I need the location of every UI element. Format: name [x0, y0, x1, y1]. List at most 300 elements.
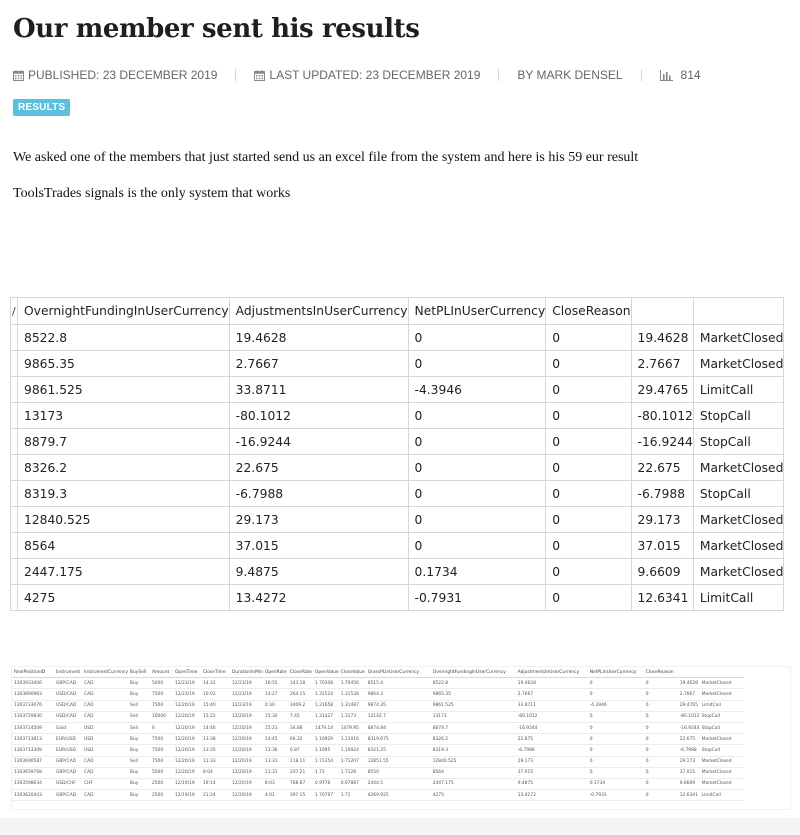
table-cell: USD/CHF	[54, 778, 82, 789]
table-cell: 12/20/19	[230, 745, 263, 756]
table-row	[11, 377, 784, 403]
table-cell: 12/20/19	[173, 734, 201, 745]
table-cell: MarketClosed	[693, 559, 784, 585]
hits-value: 814	[680, 68, 701, 82]
table-cell: 12/20/19	[173, 745, 201, 756]
table-cell: 0.1734	[588, 778, 644, 789]
table-cell: MarketClosed	[693, 533, 784, 559]
table-cell: StopCall	[693, 481, 784, 507]
table-cell: StopCall	[693, 429, 784, 455]
column-header: InstrumentCurrency	[82, 667, 128, 678]
table-cell: -16.9244	[631, 429, 693, 455]
table-cell: 0:30	[263, 700, 288, 711]
table-cell: 0	[644, 689, 678, 700]
table-cell: 15:22	[201, 711, 230, 722]
column-header: OpenRate	[263, 667, 288, 678]
table-cell: LimitCall	[693, 377, 784, 403]
table-cell: 8321.25	[366, 745, 431, 756]
table-cell: 29.173	[631, 507, 693, 533]
table-cell: 14:27	[263, 689, 288, 700]
table-cell: 19:14	[201, 778, 230, 789]
table-cell: CAD	[82, 767, 128, 778]
table-cell: 12/20/19	[230, 734, 263, 745]
table-cell: CAD	[82, 790, 128, 801]
table-cell: 0	[546, 585, 631, 611]
table-cell: 9861.525	[431, 700, 516, 711]
table-cell: 2500	[150, 778, 173, 789]
table-cell: 1303713309	[12, 745, 54, 756]
table-cell: USD/CAD	[54, 689, 82, 700]
table-cell: Sell	[128, 722, 150, 733]
table-cell: 13:38	[201, 734, 230, 745]
article-meta	[13, 66, 701, 84]
table-cell: 22.675	[631, 455, 693, 481]
table-cell: 1303933406	[12, 678, 54, 689]
table-cell: 13142.7	[366, 711, 431, 722]
table-cell: CAD	[82, 711, 128, 722]
updated-label: LAST UPDATED: 23 DECEMBER 2019	[269, 68, 481, 82]
table-cell: 2447.175	[18, 559, 230, 585]
table-cell: LimitCall	[700, 790, 744, 801]
table-cell: 15:21	[263, 722, 288, 733]
table-cell: 12/23/19	[230, 700, 263, 711]
article-title: Our member sent his results	[13, 14, 420, 44]
table-cell: 19.4628	[516, 678, 588, 689]
table-cell: 1.1095	[313, 745, 339, 756]
column-header: BuySell	[128, 667, 150, 678]
table-cell: 0	[546, 507, 631, 533]
table-cell: 8522.8	[18, 325, 230, 351]
table-cell: 9865.35	[18, 351, 230, 377]
table-cell: 8879.7	[18, 429, 230, 455]
clipped-column-edge	[11, 325, 18, 351]
table-cell: 0	[546, 559, 631, 585]
table-cell: MarketClosed	[693, 351, 784, 377]
table-cell: 0	[644, 734, 678, 745]
table-cell: 37.015	[678, 767, 700, 778]
table-cell: 0	[644, 767, 678, 778]
table-cell: 207.21	[288, 767, 313, 778]
table-cell: Buy	[128, 734, 150, 745]
table-cell: CAD	[82, 756, 128, 767]
page-bottom-edge	[0, 818, 800, 835]
table-cell: 0	[588, 678, 644, 689]
table-cell: 0	[588, 711, 644, 722]
table-cell: 29.173	[678, 756, 700, 767]
table-cell: 264.15	[288, 689, 313, 700]
clipped-column-edge	[11, 507, 18, 533]
published-date	[13, 68, 217, 82]
column-header	[693, 298, 784, 325]
table-cell: Buy	[128, 678, 150, 689]
table-cell: 4:01	[263, 790, 288, 801]
table-cell: Buy	[128, 778, 150, 789]
clipped-column-edge	[11, 559, 18, 585]
column-header: DurationInMin	[230, 667, 263, 678]
clipped-column-edge: /	[11, 298, 18, 325]
column-header: AdjustmentsInUserCurrency	[229, 298, 408, 325]
column-header: AdjustmentsInUserCurrency	[516, 667, 588, 678]
table-cell: 0	[408, 481, 546, 507]
table-header-row	[12, 667, 744, 678]
table-cell: 8319.3	[18, 481, 230, 507]
table-cell: 0	[644, 778, 678, 789]
article-paragraph: ToolsTrades signals is the only system that works	[13, 186, 291, 201]
table-cell: 12/20/19	[173, 767, 201, 778]
table-cell: 5000	[150, 678, 173, 689]
table-cell: StopCall	[700, 711, 744, 722]
table-cell: 0	[588, 722, 644, 733]
table-cell: 12/20/19	[230, 767, 263, 778]
table-cell: 0.9778	[313, 778, 339, 789]
table-cell: 2.7667	[678, 689, 700, 700]
table-cell: 8564	[18, 533, 230, 559]
table-cell: 12/23/19	[173, 689, 201, 700]
column-header: OvernightFundingInUserCurrency	[18, 298, 230, 325]
table-row	[12, 689, 744, 700]
table-cell: GBP/CAD	[54, 767, 82, 778]
table-row	[12, 756, 744, 767]
table-cell: 22.675	[516, 734, 588, 745]
table-cell: 11:31	[263, 767, 288, 778]
table-cell: 2500	[150, 790, 173, 801]
table-cell: 0	[546, 377, 631, 403]
table-cell: CAD	[82, 689, 128, 700]
table-cell: Sell	[128, 700, 150, 711]
table-cell: 1303598634	[12, 778, 54, 789]
table-cell: Buy	[128, 767, 150, 778]
table-cell: 8:04	[201, 767, 230, 778]
table-cell: 14:46	[201, 722, 230, 733]
article-paragraph: We asked one of the members that just started send us an excel file from the system and here is his 59 eur result	[13, 150, 639, 165]
table-cell: CHF	[82, 778, 128, 789]
table-cell: 8319.675	[366, 734, 431, 745]
table-cell: -0.7931	[408, 585, 546, 611]
column-header: OpenValue	[313, 667, 339, 678]
table-cell: -80.1012	[631, 403, 693, 429]
table-cell: EUR/USD	[54, 745, 82, 756]
table-cell: 12851.55	[366, 756, 431, 767]
table-cell: 12/20/19	[230, 790, 263, 801]
table-cell: 1.31538	[339, 689, 366, 700]
table-cell: 9.6609	[631, 559, 693, 585]
column-header: RealPositionID	[12, 667, 54, 678]
table-cell: 8522.8	[431, 678, 516, 689]
table-cell: 0.87	[288, 745, 313, 756]
table-cell: 8874.84	[366, 722, 431, 733]
table-cell: -80.1012	[516, 711, 588, 722]
full-results-table	[12, 667, 744, 801]
table-cell: 2.7667	[516, 689, 588, 700]
table-cell: 1303733076	[12, 700, 54, 711]
table-cell: 4275	[431, 790, 516, 801]
table-cell: 1.31658	[313, 700, 339, 711]
table-cell: 0	[588, 734, 644, 745]
table-cell: MarketClosed	[693, 507, 784, 533]
meta-divider	[498, 69, 499, 81]
column-header: CloseTime	[201, 667, 230, 678]
table-cell: 2444.5	[366, 778, 431, 789]
table-cell: 0	[588, 767, 644, 778]
table-cell: -6.7988	[678, 745, 700, 756]
table-cell: 7500	[150, 700, 173, 711]
table-row	[12, 700, 744, 711]
table-cell: 12.6341	[678, 790, 700, 801]
table-cell: 7500	[150, 745, 173, 756]
table-cell: 0	[644, 722, 678, 733]
table-cell: 0	[408, 403, 546, 429]
table-row	[11, 533, 784, 559]
meta-divider	[641, 69, 642, 81]
zoomed-results-table	[10, 297, 784, 611]
published-label: PUBLISHED: 23 DECEMBER 2019	[28, 68, 218, 82]
table-row	[11, 507, 784, 533]
table-cell: 0	[408, 533, 546, 559]
table-cell: 1.10924	[339, 745, 366, 756]
table-cell: 0	[408, 507, 546, 533]
table-row	[11, 403, 784, 429]
table-cell: 12/20/19	[173, 756, 201, 767]
table-cell: 1.70308	[313, 678, 339, 689]
table-cell: 12/20/19	[173, 700, 201, 711]
table-row	[11, 351, 784, 377]
table-cell: 1.70797	[313, 790, 339, 801]
calendar-icon	[254, 70, 265, 81]
table-cell: 29.173	[516, 756, 588, 767]
table-cell: 12/20/19	[173, 722, 201, 733]
table-cell: 0	[546, 455, 631, 481]
table-cell: 13173	[18, 403, 230, 429]
table-cell: 1.71	[313, 767, 339, 778]
table-cell: 2.7667	[631, 351, 693, 377]
table-row	[11, 481, 784, 507]
table-cell: -0.7931	[588, 790, 644, 801]
table-cell: 1303659768	[12, 767, 54, 778]
table-cell: 9861.525	[18, 377, 230, 403]
table-row	[12, 678, 744, 689]
table-cell: -16.9244	[229, 429, 408, 455]
hits-count	[660, 68, 701, 82]
table-cell: 768.87	[288, 778, 313, 789]
table-cell: 6	[150, 722, 173, 733]
table-cell: 1.11016	[339, 734, 366, 745]
table-cell: 12/23/19	[173, 678, 201, 689]
table-cell: StopCall	[700, 745, 744, 756]
column-header: CloseReason	[644, 667, 678, 678]
table-cell: 1303890963	[12, 689, 54, 700]
table-row	[11, 559, 784, 585]
table-cell: 19.4628	[678, 678, 700, 689]
table-cell: -80.1012	[229, 403, 408, 429]
table-cell: 29.173	[229, 507, 408, 533]
table-cell: 2.7667	[229, 351, 408, 377]
table-cell: 12/19/19	[173, 778, 201, 789]
table-cell: 1479.95	[339, 722, 366, 733]
table-cell: 0	[588, 689, 644, 700]
table-cell: 37.015	[516, 767, 588, 778]
table-cell: 16:55	[263, 678, 288, 689]
table-row	[12, 767, 744, 778]
table-cell: USD	[82, 745, 128, 756]
table-cell: CAD	[82, 700, 128, 711]
table-cell: 9864.3	[366, 689, 431, 700]
table-cell: 0	[644, 745, 678, 756]
table-cell: -6.7988	[516, 745, 588, 756]
table-cell: 8:03	[263, 778, 288, 789]
clipped-column-edge	[11, 351, 18, 377]
table-cell: -4.3946	[408, 377, 546, 403]
table-cell: MarketClosed	[700, 756, 744, 767]
table-cell: 5000	[150, 767, 173, 778]
table-cell: 9874.35	[366, 700, 431, 711]
table-cell: MarketClosed	[700, 734, 744, 745]
table-row	[12, 722, 744, 733]
table-cell: 1.31487	[339, 700, 366, 711]
table-cell: MarketClosed	[700, 689, 744, 700]
table-cell: 29.4765	[678, 700, 700, 711]
table-cell: 143.18	[288, 678, 313, 689]
table-row	[12, 711, 744, 722]
clipped-column-edge	[11, 429, 18, 455]
category-badge[interactable]: RESULTS	[13, 99, 70, 116]
table-cell: 8550	[366, 767, 431, 778]
table-cell: 0	[546, 351, 631, 377]
table-cell: 15:40	[201, 700, 230, 711]
table-cell: 9.6609	[678, 778, 700, 789]
table-cell: 21:24	[201, 790, 230, 801]
table-row	[11, 429, 784, 455]
table-row	[12, 778, 744, 789]
table-cell: 1.10929	[313, 734, 339, 745]
table-cell: Sell	[128, 756, 150, 767]
table-cell: 33.8711	[516, 700, 588, 711]
table-cell: MarketClosed	[700, 678, 744, 689]
table-cell: 1.71	[339, 790, 366, 801]
zoomed-results-screenshot	[10, 297, 784, 613]
table-cell: USD	[82, 734, 128, 745]
table-cell: 15:30	[263, 711, 288, 722]
table-row	[12, 734, 744, 745]
table-cell: 118.11	[288, 756, 313, 767]
full-results-screenshot	[11, 666, 791, 810]
table-cell: 1.7128	[339, 767, 366, 778]
table-cell: 4275	[18, 585, 230, 611]
table-cell: MarketClosed	[700, 767, 744, 778]
table-cell: EUR/USD	[54, 734, 82, 745]
table-cell: Buy	[128, 745, 150, 756]
clipped-column-edge	[11, 403, 18, 429]
table-cell: 0	[546, 429, 631, 455]
table-cell: 0	[546, 533, 631, 559]
clipped-column-edge	[11, 585, 18, 611]
column-header: Instrument	[54, 667, 82, 678]
table-cell: 8879.7	[431, 722, 516, 733]
table-cell: 12/20/19	[173, 711, 201, 722]
table-cell: 33.8711	[229, 377, 408, 403]
table-cell: 1.3173	[339, 711, 366, 722]
table-cell: 34.88	[288, 722, 313, 733]
table-cell: 1.31524	[313, 689, 339, 700]
clipped-column-edge	[11, 455, 18, 481]
column-header: GrossPLInUserCurrency	[366, 667, 431, 678]
table-cell: 0.97887	[339, 778, 366, 789]
table-cell: 10000	[150, 711, 173, 722]
column-header: NetPLInUserCurrency	[588, 667, 644, 678]
table-row	[11, 585, 784, 611]
column-header	[631, 298, 693, 325]
table-cell: 14:32	[201, 678, 230, 689]
table-cell: 12.6341	[631, 585, 693, 611]
table-row	[12, 745, 744, 756]
table-cell: MarketClosed	[693, 325, 784, 351]
table-cell: 10:02	[201, 689, 230, 700]
table-row	[12, 790, 744, 801]
table-cell: 12/19/19	[173, 790, 201, 801]
table-cell: 0	[644, 678, 678, 689]
table-cell: 0	[546, 481, 631, 507]
table-cell: 1.71354	[313, 756, 339, 767]
table-cell: 9.4875	[229, 559, 408, 585]
table-cell: StopCall	[700, 722, 744, 733]
table-cell: 12/20/19	[230, 756, 263, 767]
table-cell: 8319.3	[431, 745, 516, 756]
table-cell: 7500	[150, 734, 173, 745]
table-cell: 1303620443	[12, 790, 54, 801]
table-cell: 1479.14	[313, 722, 339, 733]
table-cell: 22.675	[678, 734, 700, 745]
clipped-column-edge	[11, 377, 18, 403]
table-cell: 14:45	[263, 734, 288, 745]
table-cell: 0	[408, 455, 546, 481]
table-cell: 13:35	[201, 745, 230, 756]
updated-date	[254, 68, 480, 82]
table-cell: 3409.2	[288, 700, 313, 711]
column-header: OpenTime	[173, 667, 201, 678]
table-cell: 12840.525	[18, 507, 230, 533]
table-cell: 0	[546, 403, 631, 429]
table-cell: -16.9244	[678, 722, 700, 733]
table-row	[11, 455, 784, 481]
table-cell: 13:31	[263, 756, 288, 767]
table-cell: 0	[644, 700, 678, 711]
table-cell: 0	[588, 745, 644, 756]
table-cell: 29.4765	[631, 377, 693, 403]
table-cell: 13.4272	[516, 790, 588, 801]
table-cell: 22.675	[229, 455, 408, 481]
table-cell: 66.32	[288, 734, 313, 745]
table-cell: 0.1734	[408, 559, 546, 585]
table-cell: GBP/CAD	[54, 790, 82, 801]
table-cell: 1303724509	[12, 722, 54, 733]
table-cell: Gold	[54, 722, 82, 733]
calendar-icon	[13, 70, 24, 81]
table-cell: Buy	[128, 790, 150, 801]
column-header: CloseValue	[339, 667, 366, 678]
table-header-row	[11, 298, 784, 325]
column-header: CloseReason	[546, 298, 631, 325]
table-cell: 0	[408, 325, 546, 351]
table-cell: -6.7988	[229, 481, 408, 507]
table-cell: 7500	[150, 689, 173, 700]
table-cell: LimitCall	[693, 585, 784, 611]
column-header: NetPLInUserCurrency	[408, 298, 546, 325]
table-cell: 397.15	[288, 790, 313, 801]
table-cell: Sell	[128, 711, 150, 722]
table-cell: 1.31427	[313, 711, 339, 722]
column-header: OvernightFundingInUserCurrency	[431, 667, 516, 678]
table-cell: 1303690587	[12, 756, 54, 767]
table-cell: 0	[408, 429, 546, 455]
